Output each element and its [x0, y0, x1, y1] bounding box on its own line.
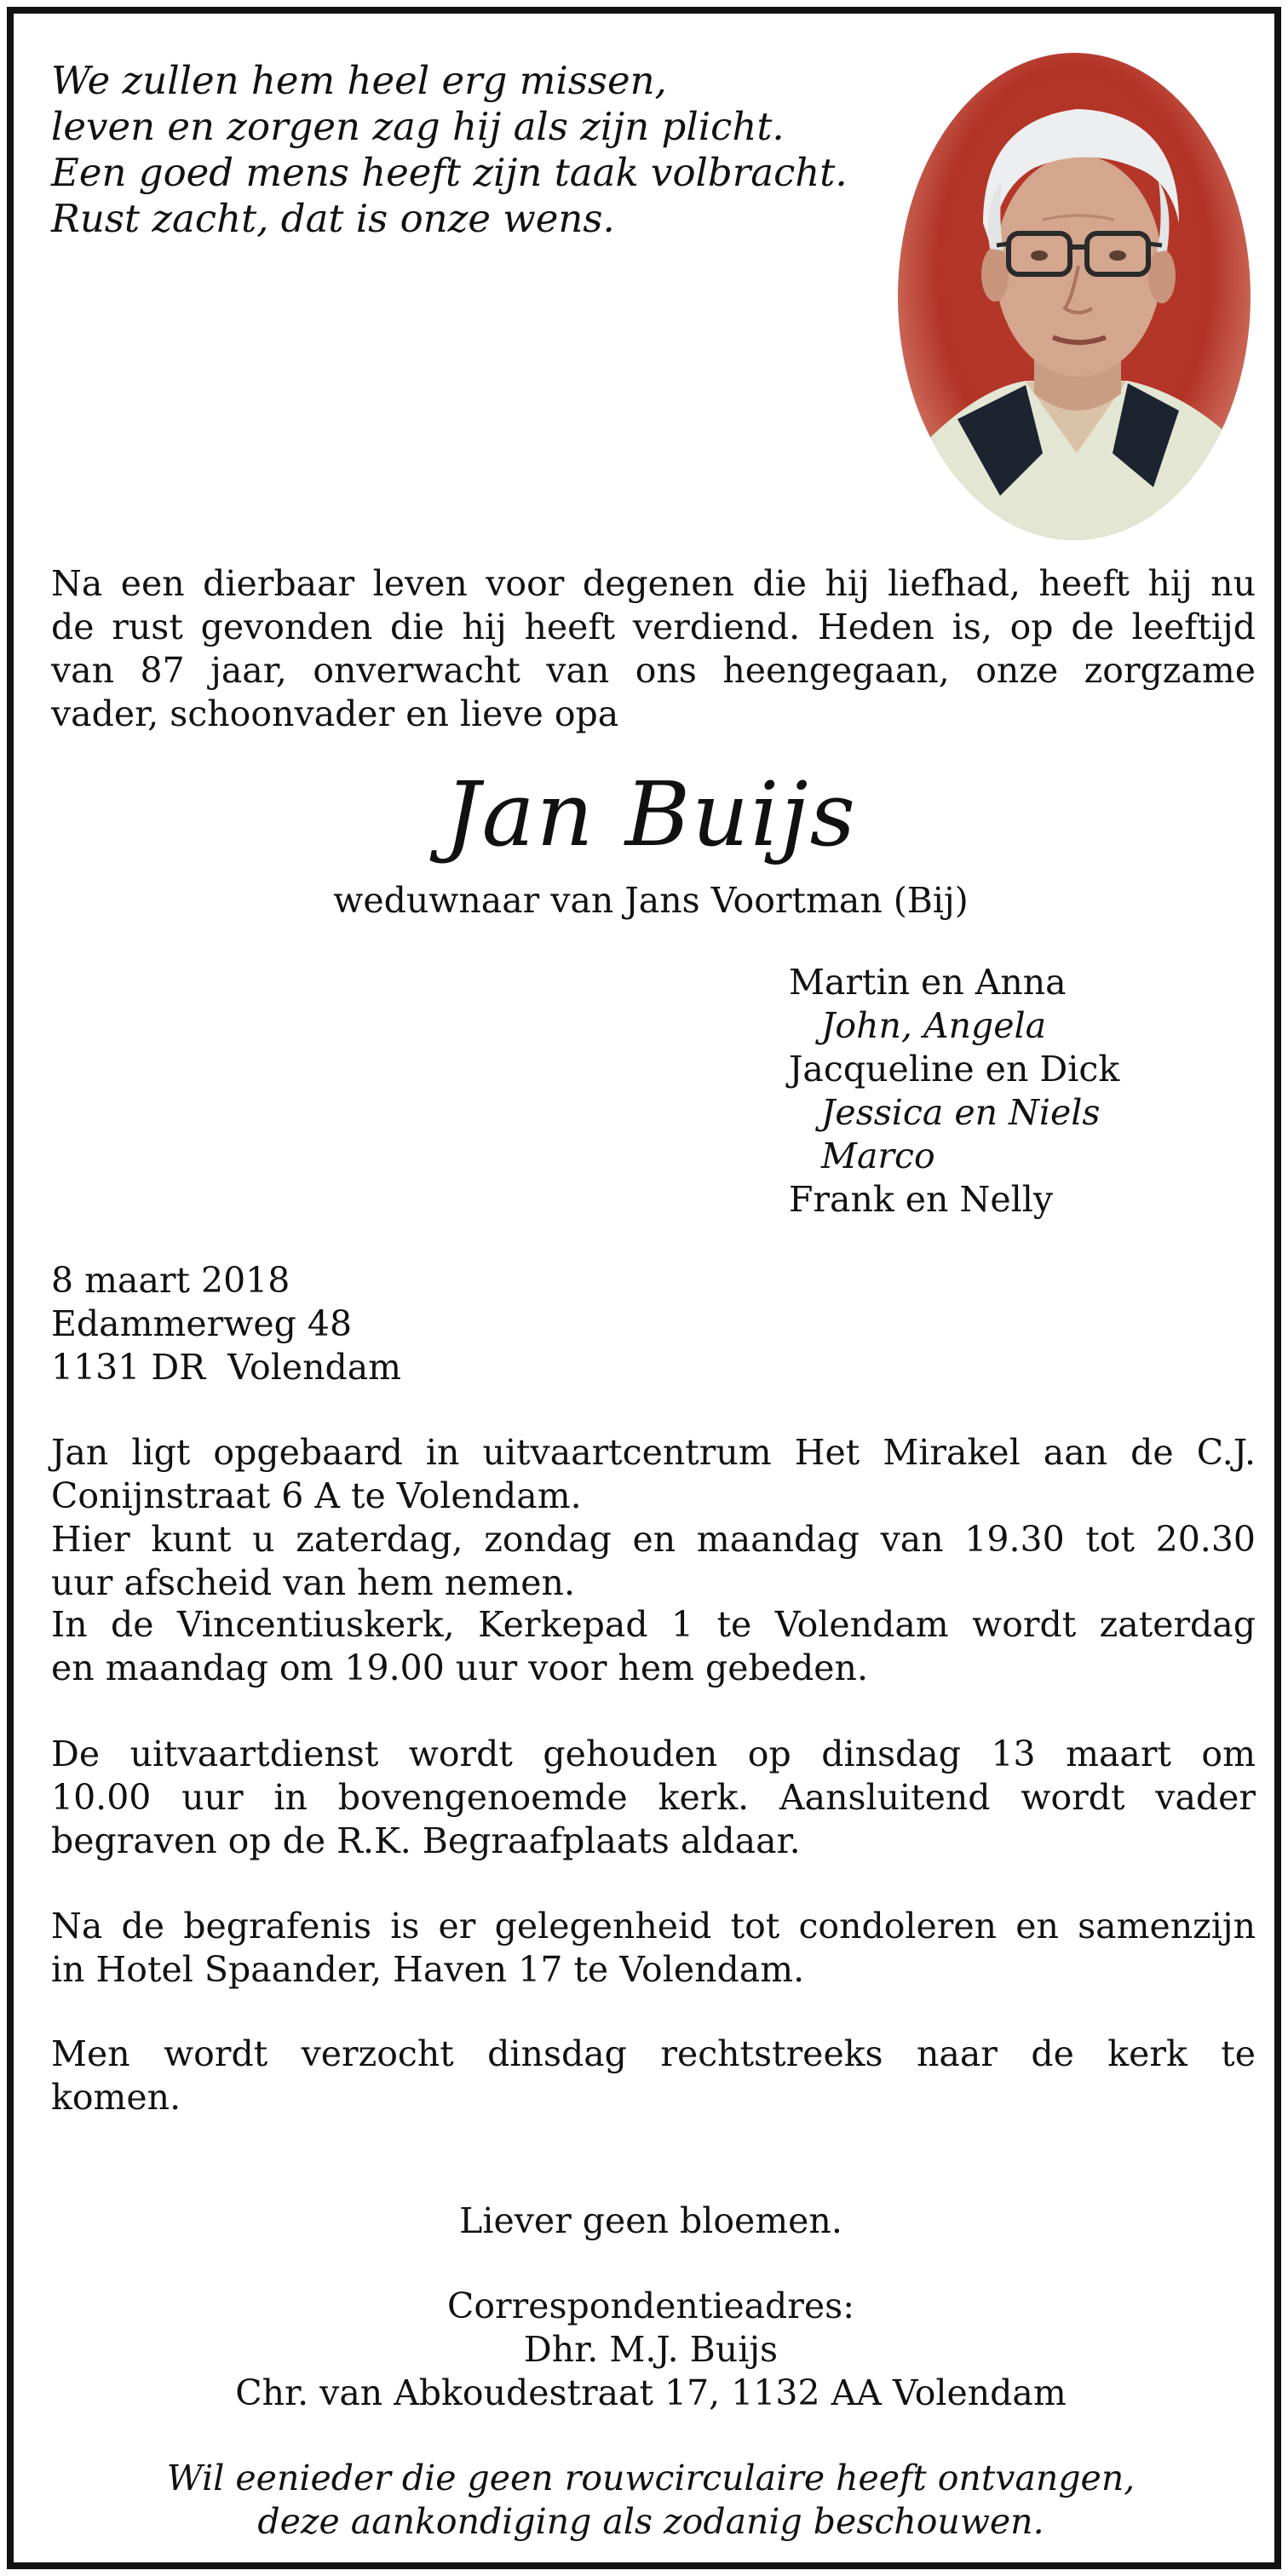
- intro-paragraph: [51, 562, 1256, 736]
- poem-line: Een goed mens heeft zijn taak volbracht.: [51, 150, 848, 195]
- memorial-poem: [51, 58, 848, 242]
- portrait-photo-icon: [898, 53, 1251, 540]
- viewing-paragraph: [51, 1431, 1256, 1605]
- condolence-line: in Hotel Spaander, Haven 17 te Volendam.: [51, 1949, 805, 1990]
- family-member: Martin en Anna: [789, 962, 1067, 1003]
- correspondence-address: Chr. van Abkoudestraat 17, 1132 AA Volendam: [235, 2372, 1067, 2413]
- request-paragraph: [51, 2033, 1256, 2119]
- prayer-paragraph: [51, 1603, 1256, 1690]
- grandchildren: Marco: [821, 1136, 935, 1176]
- announcement-date: 8 maart 2018: [51, 1260, 290, 1301]
- intro-line: van 87 jaar, onverwacht van ons heengegaan, onze zorgzame: [51, 650, 1256, 691]
- correspondence-block: [14, 2285, 1288, 2415]
- poem-line: Rust zacht, dat is onze wens.: [51, 196, 615, 241]
- deceased-name: Jan Buijs: [444, 762, 858, 866]
- request-line: komen.: [51, 2077, 181, 2118]
- closing-note: [14, 2457, 1288, 2544]
- announcement-card: [7, 7, 1281, 2569]
- home-address: [51, 1259, 401, 1389]
- condolence-line: Na de begrafenis is er gelegenheid tot condoleren en samenzijn: [51, 1906, 1256, 1946]
- funeral-line: 10.00 uur in bovengenoemde kerk. Aansluitend wordt vader: [51, 1777, 1256, 1818]
- viewing-line: Jan ligt opgebaard in uitvaartcentrum Het Mirakel aan de C.J.: [51, 1432, 1256, 1473]
- family-list: [789, 961, 1119, 1222]
- funeral-paragraph: [51, 1733, 1256, 1863]
- correspondence-label: Correspondentieadres:: [446, 2286, 855, 2326]
- funeral-line: De uitvaartdienst wordt gehouden op dinsdag 13 maart om: [51, 1734, 1256, 1774]
- viewing-line: Hier kunt u zaterdag, zondag en maandag van 19.30 tot 20.30: [51, 1519, 1256, 1560]
- correspondence-name: Dhr. M.J. Buijs: [523, 2329, 779, 2370]
- prayer-line: In de Vincentiuskerk, Kerkepad 1 te Volendam wordt zaterdag: [51, 1604, 1256, 1645]
- poem-line: We zullen hem heel erg missen,: [51, 58, 667, 103]
- poem-line: leven en zorgen zag hij als zijn plicht.: [51, 104, 785, 149]
- portrait-photo: [898, 53, 1251, 540]
- grandchildren: Jessica en Niels: [821, 1092, 1101, 1133]
- condolence-paragraph: [51, 1905, 1256, 1992]
- grandchildren: John, Angela: [821, 1005, 1047, 1046]
- closing-line: Wil eenieder die geen rouwcirculaire heeft ontvangen,: [166, 2458, 1136, 2498]
- family-member: Jacqueline en Dick: [789, 1049, 1120, 1090]
- spouse-line: weduwnaar van Jans Voortman (Bij): [333, 880, 969, 921]
- no-flowers-note: Liever geen bloemen.: [459, 2200, 842, 2241]
- prayer-line: en maandag om 19.00 uur voor hem gebeden.: [51, 1647, 868, 1688]
- address-street: Edammerweg 48: [51, 1303, 353, 1344]
- closing-line: deze aankondiging als zodanig beschouwen.: [257, 2501, 1044, 2542]
- intro-line: Na een dierbaar leven voor degenen die hij liefhad, heeft hij nu: [51, 563, 1256, 604]
- intro-line: vader, schoonvader en lieve opa: [51, 693, 619, 734]
- funeral-line: begraven op de R.K. Begraafplaats aldaar.: [51, 1820, 801, 1861]
- family-member: Frank en Nelly: [789, 1179, 1054, 1220]
- address-city: 1131 DR Volendam: [51, 1347, 402, 1388]
- viewing-line: uur afscheid van hem nemen.: [51, 1562, 575, 1603]
- intro-line: de rust gevonden die hij heeft verdiend. Heden is, op de leeftijd: [51, 607, 1256, 647]
- request-line: Men wordt verzocht dinsdag rechtstreeks naar de kerk te: [51, 2033, 1256, 2074]
- viewing-line: Conijnstraat 6 A te Volendam.: [51, 1475, 582, 1516]
